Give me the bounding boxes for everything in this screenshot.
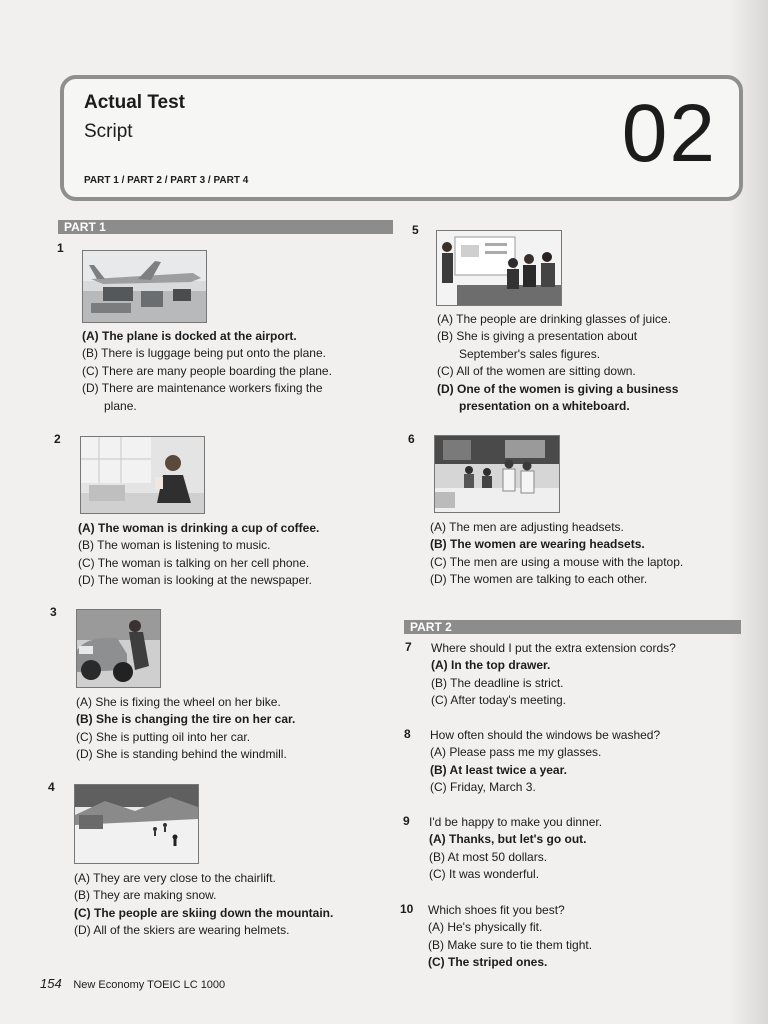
answer-option: (C) She is putting oil into her car.	[76, 729, 251, 744]
question-number: 5	[412, 223, 419, 237]
header-subtitle: Script	[84, 121, 133, 142]
answer-option: (B) At most 50 dollars.	[429, 849, 548, 864]
answer-option: (A) He's physically fit.	[428, 920, 543, 935]
answer-option: (C) The men are using a mouse with the laptop.	[430, 554, 684, 569]
part1-label: PART 1	[58, 220, 393, 234]
answer-option: (C) There are many people boarding the plane.	[82, 363, 332, 378]
answer-option: (A) Please pass me my glasses.	[430, 745, 602, 760]
answer-option: (A) In the top drawer.	[431, 658, 551, 673]
question-number: 3	[50, 605, 57, 619]
question-text: Where should I put the extra extension cords?	[431, 641, 676, 655]
header-title: Actual Test	[84, 92, 186, 113]
page-number: 154	[40, 976, 62, 991]
answer-option: (B) The deadline is strict.	[431, 675, 564, 690]
question-text: Which shoes fit you best?	[428, 903, 565, 917]
answer-option: (A) They are very close to the chairlift.	[74, 871, 276, 885]
answer-option: (C) The woman is talking on her cell phone.	[78, 555, 310, 570]
question-number: 10	[400, 902, 414, 916]
answer-option: (C) After today's meeting.	[431, 693, 567, 708]
test-number: 02	[621, 88, 717, 179]
skiers-mountain-photo	[74, 784, 199, 864]
answer-option: (A) The people are drinking glasses of juice.	[437, 312, 671, 326]
question-3-options	[76, 694, 295, 764]
question-number: 6	[408, 432, 415, 446]
answer-option: (B) The women are wearing headsets.	[430, 537, 645, 552]
answer-option-continued: plane.	[104, 398, 137, 413]
question-10	[428, 902, 592, 972]
answer-option: (A) The men are adjusting headsets.	[430, 520, 624, 534]
answer-option: (D) The woman is looking at the newspaper.	[78, 573, 312, 588]
answer-option: (C) All of the women are sitting down.	[437, 364, 636, 379]
question-number: 2	[54, 432, 61, 446]
question-number: 4	[48, 780, 55, 794]
answer-option: (D) One of the women is giving a business	[437, 381, 679, 396]
question-number: 8	[404, 727, 411, 741]
question-text: I'd be happy to make you dinner.	[429, 815, 603, 829]
woman-changing-tire-photo	[76, 609, 161, 688]
test-header	[60, 75, 743, 201]
answer-option-continued: presentation on a whiteboard.	[459, 399, 630, 414]
office-headsets-photo	[434, 435, 560, 513]
answer-option: (B) The woman is listening to music.	[78, 538, 271, 553]
header-parts: PART 1 / PART 2 / PART 3 / PART 4	[84, 175, 249, 186]
answer-option: (A) The woman is drinking a cup of coffee.	[78, 521, 320, 535]
answer-option: (B) At least twice a year.	[430, 762, 567, 777]
question-1-options	[82, 328, 332, 415]
question-7	[431, 640, 676, 710]
answer-option: (A) Thanks, but let's go out.	[429, 832, 587, 847]
answer-option: (B) They are making snow.	[74, 888, 217, 903]
part2-label: PART 2	[404, 620, 741, 634]
whiteboard-presentation-photo	[436, 230, 562, 306]
answer-option: (C) The people are skiing down the mountain.	[74, 905, 334, 920]
airport-plane-photo	[82, 250, 207, 323]
answer-option: (B) She is giving a presentation about	[437, 329, 638, 344]
answer-option: (B) She is changing the tire on her car.	[76, 712, 296, 727]
answer-option: (D) There are maintenance workers fixing the	[82, 381, 323, 396]
question-number: 1	[57, 241, 64, 255]
question-number: 7	[405, 640, 412, 654]
answer-option: (D) She is standing behind the windmill.	[76, 747, 287, 762]
page-footer	[40, 976, 225, 991]
answer-option: (D) The women are talking to each other.	[430, 572, 648, 587]
question-6-options	[430, 519, 683, 589]
answer-option-continued: September's sales figures.	[459, 346, 601, 361]
answer-option: (B) There is luggage being put onto the plane.	[82, 346, 326, 361]
answer-option: (A) She is fixing the wheel on her bike.	[76, 695, 281, 709]
question-text: How often should the windows be washed?	[430, 728, 661, 742]
answer-option: (C) Friday, March 3.	[430, 780, 536, 795]
answer-option: (A) The plane is docked at the airport.	[82, 329, 297, 343]
book-title: New Economy TOEIC LC 1000	[73, 979, 226, 991]
answer-option: (B) Make sure to tie them tight.	[428, 937, 593, 952]
question-number: 9	[403, 814, 410, 828]
answer-option: (C) The striped ones.	[428, 955, 548, 970]
question-4-options	[74, 870, 333, 940]
question-9	[429, 814, 602, 884]
answer-option: (C) It was wonderful.	[429, 867, 540, 882]
question-5-options	[437, 311, 678, 415]
question-8	[430, 727, 660, 797]
answer-option: (D) All of the skiers are wearing helmets.	[74, 923, 290, 938]
woman-coffee-photo	[80, 436, 205, 514]
question-2-options	[78, 520, 319, 590]
